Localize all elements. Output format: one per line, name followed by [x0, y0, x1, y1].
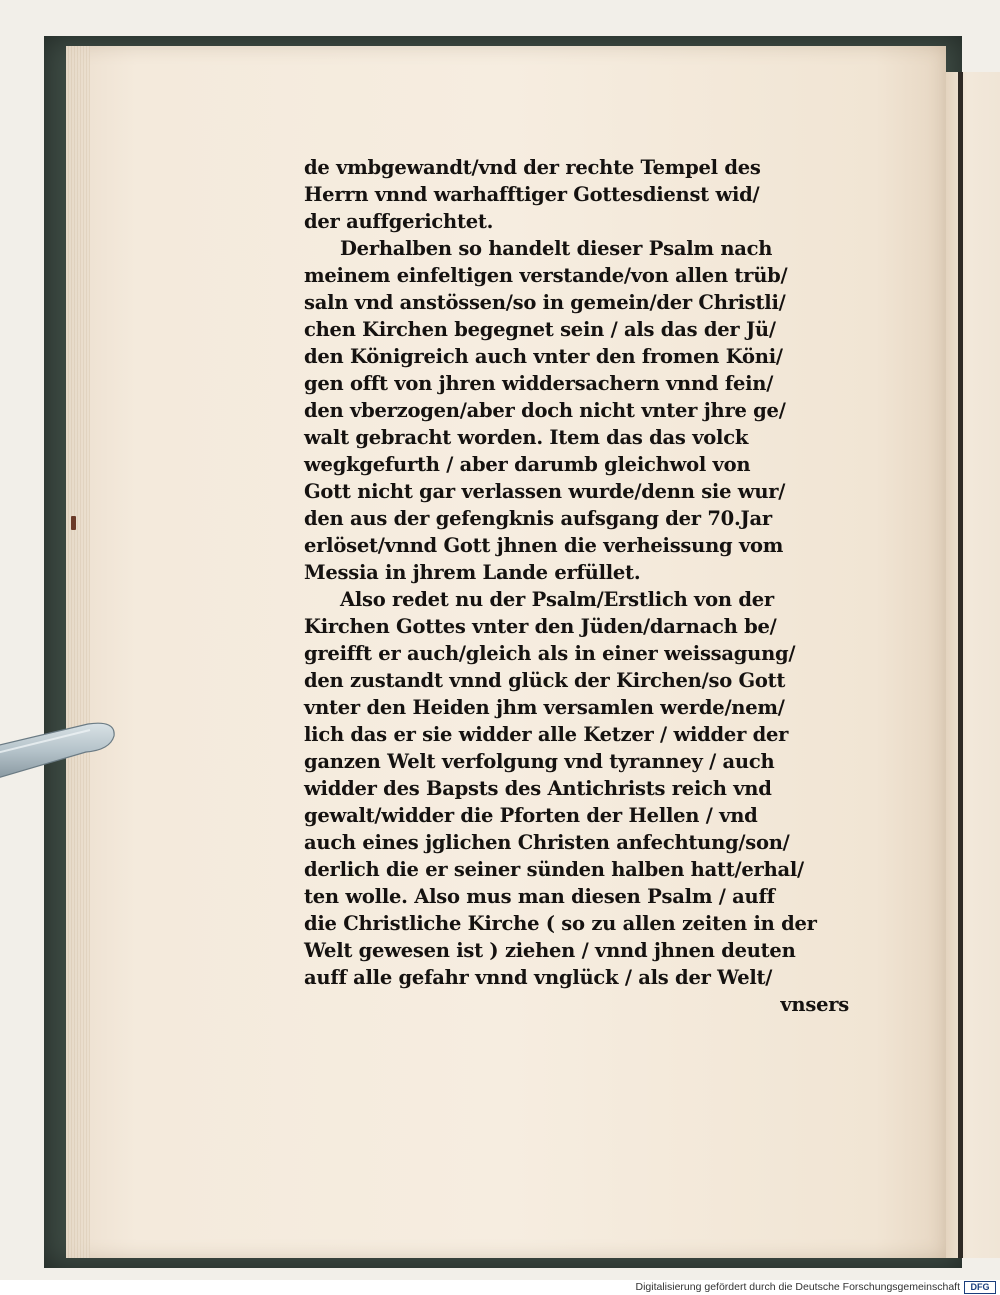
- text-line: den zustandt vnnd glück der Kirchen/so Gott: [304, 669, 786, 692]
- text-line: greifft er auch/gleich als in einer weissagung/: [304, 642, 796, 665]
- footer-credit: Digitalisierung gefördert durch die Deutsche Forschungsgemeinschaft: [635, 1281, 960, 1293]
- text-line: gen offt von jhren widdersachern vnnd fein/: [304, 372, 774, 395]
- text-line: vnter den Heiden jhm versamlen werde/nem/: [304, 696, 785, 719]
- text-line: ganzen Welt verfolgung vnd tyranney / auch: [304, 750, 775, 773]
- text-line: Messia in jhrem Lande erfüllet.: [304, 561, 641, 584]
- text-line: Also redet nu der Psalm/Erstlich von der: [340, 588, 774, 611]
- text-line: den vberzogen/aber doch nicht vnter jhre ge/: [304, 399, 786, 422]
- page-holder-pointer: [0, 700, 130, 786]
- text-line: lich das er sie widder alle Ketzer / widder der: [304, 723, 789, 746]
- text-line: Welt gewesen ist ) ziehen / vnnd jhnen deuten: [304, 939, 796, 962]
- dfg-logo[interactable]: DFG: [964, 1281, 996, 1294]
- text-line: wegkgefurth / aber darumb gleichwol von: [304, 453, 751, 476]
- next-page-edge: [946, 72, 1000, 1258]
- text-line: walt gebracht worden. Item das das volck: [304, 426, 749, 449]
- text-line: Derhalben so handelt dieser Psalm nach: [340, 237, 773, 260]
- text-line: Gott nicht gar verlassen wurde/denn sie wur/: [304, 480, 786, 503]
- text-line: saln vnd anstössen/so in gemein/der Christli/: [304, 291, 786, 314]
- text-line: gewalt/widder die Pforten der Hellen / vnd: [304, 804, 758, 827]
- catchword: vnsers: [780, 993, 849, 1016]
- page-marker: [71, 516, 76, 530]
- text-line: Kirchen Gottes vnter den Jüden/darnach be/: [304, 615, 777, 638]
- text-line: derlich die er seiner sünden halben hatt/erhal/: [304, 858, 804, 881]
- text-block: [304, 154, 849, 1018]
- text-line: widder des Bapsts des Antichrists reich vnd: [304, 777, 772, 800]
- text-line: meinem einfeltigen verstande/von allen trüb/: [304, 264, 788, 287]
- text-line: de vmbgewandt/vnd der rechte Tempel des: [304, 156, 761, 179]
- text-line: die Christliche Kirche ( so zu allen zeiten in der: [304, 912, 817, 935]
- text-line: auch eines jglichen Christen anfechtung/son/: [304, 831, 790, 854]
- text-line: auff alle gefahr vnnd vnglück / als der Welt/: [304, 966, 773, 989]
- text-line: erlöset/vnnd Gott jhnen die verheissung vom: [304, 534, 784, 557]
- text-line: der auffgerichtet.: [304, 210, 494, 233]
- text-line: chen Kirchen begegnet sein / als das der Jü/: [304, 318, 776, 341]
- text-line: den Königreich auch vnter den fromen Köni/: [304, 345, 783, 368]
- text-line: Herrn vnnd warhafftiger Gottesdienst wid/: [304, 183, 760, 206]
- page-edge: [66, 46, 90, 1258]
- text-line: den aus der gefengknis aufsgang der 70.Jar: [304, 507, 772, 530]
- gutter-line: [958, 72, 963, 1258]
- text-line: ten wolle. Also mus man diesen Psalm / auff: [304, 885, 775, 908]
